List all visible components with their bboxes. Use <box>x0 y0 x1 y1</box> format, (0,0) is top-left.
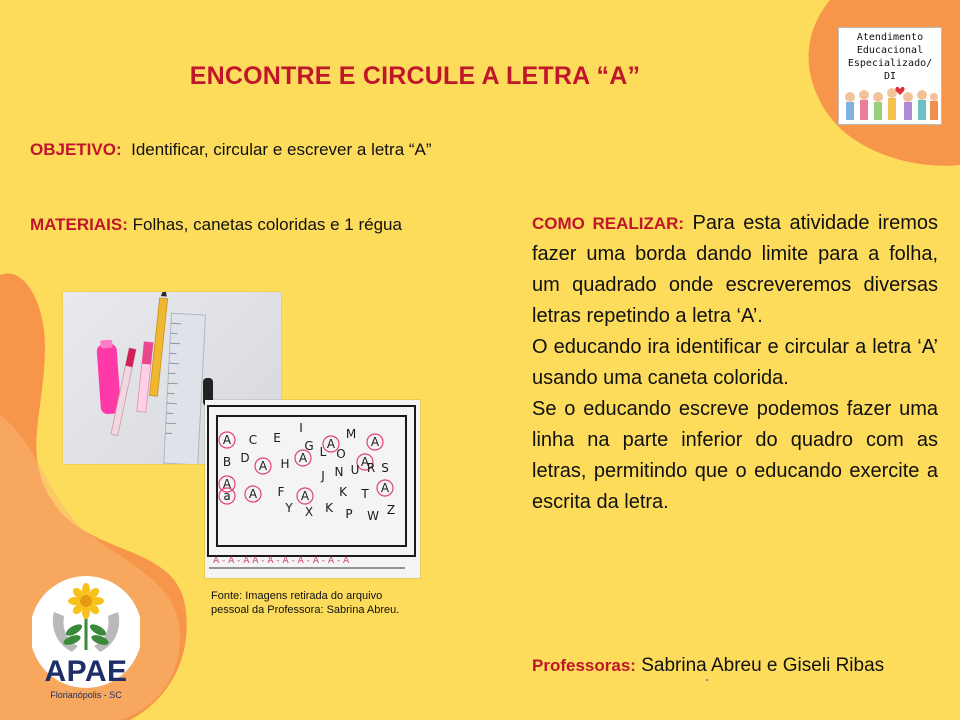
materiais-label: MATERIAIS: <box>30 215 128 234</box>
worksheet-letter: A <box>300 489 310 503</box>
badge-text <box>839 28 941 83</box>
worksheet-letter: A <box>298 451 308 465</box>
materiais-text: Folhas, canetas coloridas e 1 régua <box>132 215 402 234</box>
objetivo-text: Identificar, circular e escrever a letra “A” <box>131 140 432 159</box>
worksheet-letter: R <box>366 461 376 475</box>
como-text-1: Para esta atividade iremos fazer uma borda dando limite para a folha, um quadrado onde escreveremos diversas letras repetindo a letra ‘A’. <box>532 212 938 327</box>
worksheet-letter: U <box>350 463 360 477</box>
como-paragraph-1 <box>532 208 938 332</box>
professoras-line <box>532 655 884 677</box>
worksheet-letter: T <box>361 487 369 501</box>
como-realizar-block <box>532 208 938 518</box>
worksheet-letter: W <box>367 509 379 523</box>
professoras-names: Sabrina Abreu e Giseli Ribas <box>641 655 885 676</box>
badge-line-1: Atendimento <box>856 32 924 43</box>
aee-badge <box>838 27 942 125</box>
worksheet-letter: Y <box>285 501 293 515</box>
worksheet-letter: A <box>360 455 370 469</box>
worksheet-letter: D <box>240 451 250 465</box>
worksheet-letter: L <box>319 445 327 459</box>
worksheet-letter: G <box>304 439 314 453</box>
worksheet-letter: A <box>370 435 380 449</box>
materiais-block <box>30 212 480 238</box>
worksheet-letter: P <box>345 507 353 521</box>
worksheet-letter: C <box>248 433 258 447</box>
children-illustration <box>840 83 940 129</box>
badge-line-2: Educacional <box>856 45 924 56</box>
worksheet-letter: A <box>380 481 390 495</box>
worksheet-letter: A <box>258 459 268 473</box>
worksheet-letter: E <box>273 431 281 445</box>
professoras-sep: : <box>630 656 636 675</box>
worksheet-letter: B <box>222 455 232 469</box>
worksheet-photo <box>205 400 420 578</box>
objetivo-sep: : <box>115 140 122 159</box>
worksheet-letter: a <box>223 489 231 503</box>
worksheet-letter: H <box>280 457 290 471</box>
worksheet-letter: X <box>304 505 314 519</box>
worksheet-illustration <box>205 400 420 578</box>
worksheet-letter: S <box>381 461 389 475</box>
como-realizar-label: COMO REALIZAR: <box>532 214 685 233</box>
worksheet-letter: F <box>277 485 285 499</box>
worksheet-letter: Z <box>386 503 396 517</box>
objetivo-line <box>30 140 432 160</box>
worksheet-letter: I <box>299 421 303 435</box>
badge-line-3: Especializado/ DI <box>847 58 933 82</box>
worksheet-letter: O <box>336 447 346 461</box>
worksheet-letter: N <box>334 465 344 479</box>
worksheet-bottom-line: A - A - A A - A - A - A - A - A - A <box>213 556 350 566</box>
professoras-label: Professoras <box>532 656 631 675</box>
apae-name: APAE <box>44 655 128 688</box>
worksheet-letter: A <box>326 437 336 451</box>
worksheet-letter: A <box>222 433 232 447</box>
worksheet-letter: J <box>321 469 325 483</box>
worksheet-letter: K <box>325 501 333 515</box>
image-source-caption: Fonte: Imagens retirada do arquivo pessoal da Professora: Sabrina Abreu. <box>211 590 400 616</box>
como-paragraph-3: Se o educando escreve podemos fazer uma linha na parte inferior do quadro com as letras, permitindo que o educando exercite a escrita da letra. <box>532 398 938 513</box>
worksheet-letter: M <box>345 427 357 441</box>
stray-dot <box>706 679 708 681</box>
worksheet-letter: A <box>248 487 258 501</box>
worksheet-letter: A <box>222 477 232 491</box>
objetivo-label: OBJETIVO <box>30 140 116 159</box>
apae-city: Florianópolis - SC <box>50 690 122 700</box>
como-paragraph-2: O educando ira identificar e circular a letra ‘A’ usando uma caneta colorida. <box>532 336 938 389</box>
page-title: ENCONTRE E CIRCULE A LETRA “A” <box>189 62 641 90</box>
worksheet-letter: K <box>339 485 347 499</box>
